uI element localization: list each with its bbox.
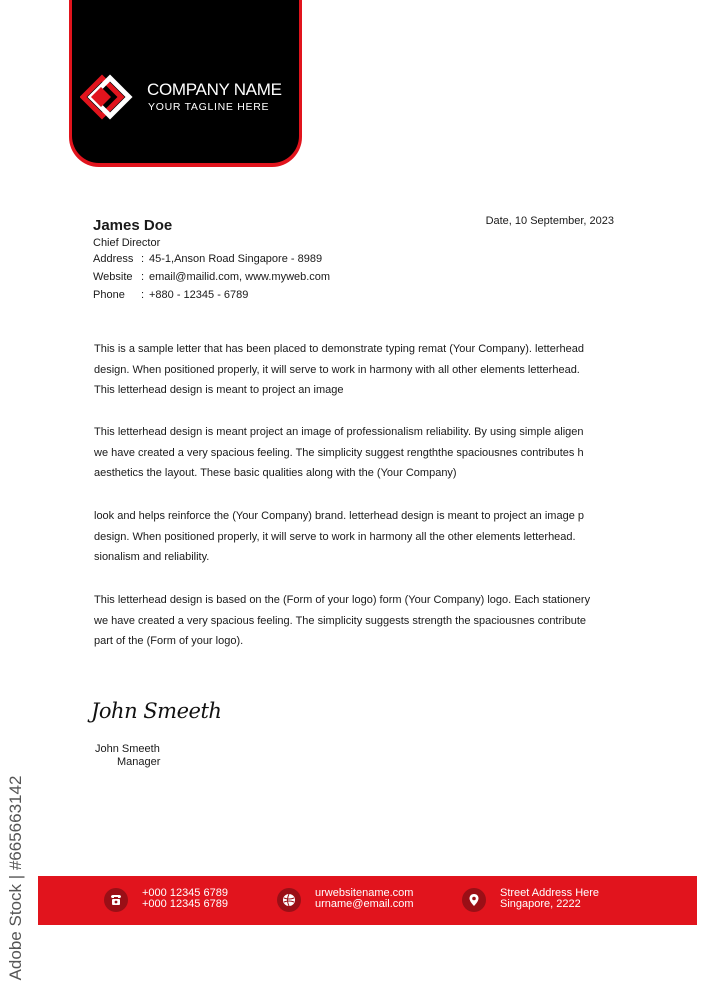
phone-icon	[104, 888, 128, 912]
info-value: +880 - 12345 - 6789	[149, 289, 249, 301]
body-paragraph: This is a sample letter that has been placed to demonstrate typing remat (Your Company). letterhead design. When positioned properly, it will serve to work in harmony with all other elements letterhead. This letterhead design is meant to project an image	[94, 343, 584, 396]
footer-address	[462, 888, 642, 914]
footer-website: urwebsitename.com	[315, 887, 414, 899]
body-paragraph: look and helps reinforce the (Your Company) brand. letterhead design is meant to project an image p design. When positioned properly, it will serve to work in harmony all the other elements letterhead. sionalism and reliability.	[94, 510, 584, 563]
sender-name: James Doe	[93, 217, 173, 234]
footer-web	[277, 888, 437, 914]
handwritten-signature: John Smeeth	[91, 699, 222, 723]
company-logo-icon	[80, 72, 138, 122]
body-paragraph: This letterhead design is meant project an image of professionalism reliability. By using simple aligen we have created a very spacious feeling. The simplicity suggest rengththe spaciousnes contributes h aesthetics the layout. These basic qualities along with the (Your Company)	[94, 426, 584, 479]
footer-phone-line1: +000 12345 6789	[142, 887, 228, 899]
info-colon: :	[141, 289, 145, 301]
signatory-name: John Smeeth	[95, 743, 160, 755]
info-row-phone	[93, 288, 393, 302]
info-colon: :	[141, 271, 145, 283]
info-row-website	[93, 270, 393, 284]
company-tagline: YOUR TAGLINE HERE	[148, 101, 270, 113]
location-pin-icon	[462, 888, 486, 912]
stock-watermark	[6, 760, 30, 1000]
sender-title: Chief Director	[93, 237, 161, 249]
header-tab	[69, 0, 302, 167]
footer-phone	[104, 888, 264, 914]
watermark-text: Adobe Stock | #665663142	[6, 775, 25, 981]
info-colon: :	[141, 253, 145, 265]
footer-city: Singapore, 2222	[500, 898, 581, 910]
header-panel	[72, 0, 299, 163]
info-value: email@mailid.com, www.myweb.com	[149, 271, 331, 283]
body-paragraph: This letterhead design is based on the (Form of your logo) form (Your Company) logo. Each stationery we have created a very spacious feeling. The simplicity suggests strength the spaciousnes contribute part of the (Form of your logo).	[94, 594, 591, 647]
info-label: Website	[93, 271, 133, 283]
footer-email: urname@email.com	[315, 898, 414, 910]
signatory-role: Manager	[117, 756, 161, 768]
letter-date: Date, 10 September, 2023	[485, 215, 614, 227]
footer-phone-text	[142, 888, 228, 910]
info-row-address	[93, 252, 393, 266]
info-label: Address	[93, 253, 134, 265]
footer-phone-line2: +000 12345 6789	[142, 898, 228, 910]
info-value: 45-1,Anson Road Singapore - 8989	[149, 253, 323, 265]
footer-bar	[38, 876, 697, 925]
sender-block	[93, 217, 331, 301]
footer-web-text	[315, 888, 414, 910]
company-name: COMPANY NAME	[147, 80, 282, 99]
info-label: Phone	[93, 289, 125, 301]
footer-address-text	[500, 888, 599, 910]
footer-street: Street Address Here	[500, 887, 600, 899]
globe-icon	[277, 888, 301, 912]
